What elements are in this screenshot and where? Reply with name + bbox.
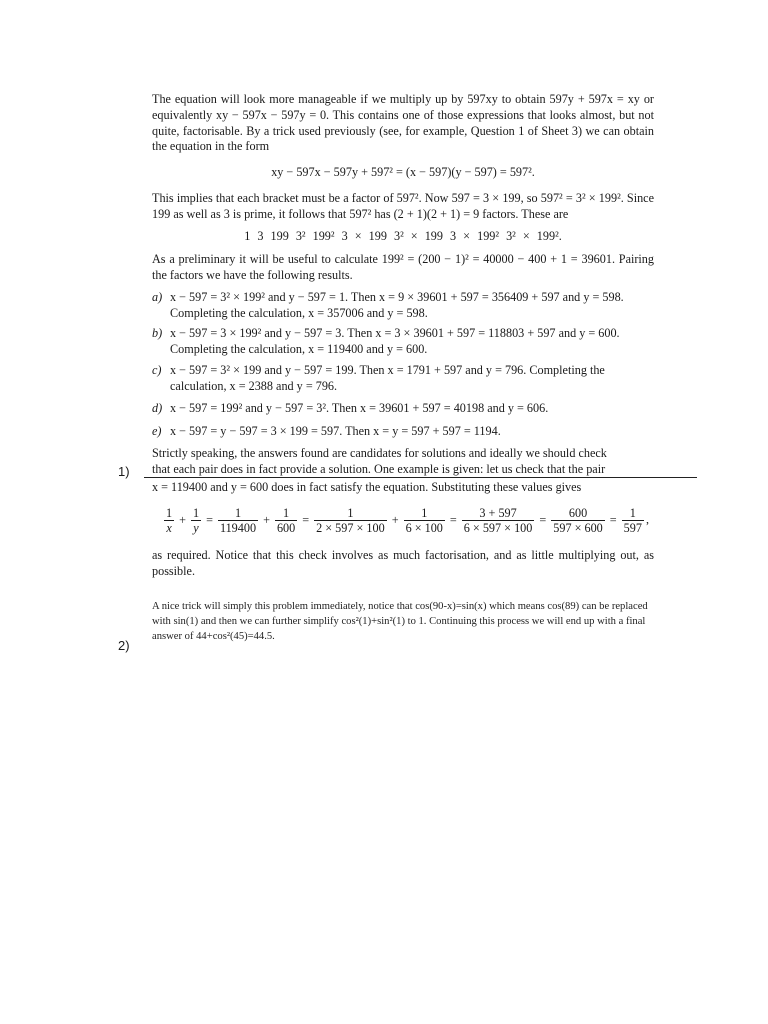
fraction: $\frac{1}{2 \times 597 \times 100}$ xyxy=(316,506,385,535)
fraction: $\frac{1}{119400}$ xyxy=(219,506,257,535)
strictly-line-2: that each pair does in fact provide a solution. One example is given: let us check that the pair xyxy=(152,462,606,476)
strictly-line-1: Strictly speaking, the answers found are candidates for solutions and ideally we should check xyxy=(152,446,607,460)
case-c xyxy=(152,363,654,395)
case-text: x − 597 = 199² and y − 597 = 3². Then x = 39601 + 597 = 40198 and y = 606. xyxy=(170,401,549,415)
fraction: $\frac{1}{y}$ xyxy=(192,506,200,535)
fraction: $\frac{1}{597}$ xyxy=(623,506,642,535)
fraction: $\frac{3 + 597}{6 \times 597 \times 100}$ xyxy=(463,506,533,535)
case-text: x − 597 = 3² × 199² and y − 597 = 1. Then x = 9 × 39601 + 597 = 356409 + 597 and y = 598. Completing the calculation, x = 357006 and y = 598. xyxy=(170,290,624,320)
case-e xyxy=(152,424,654,440)
case-text: x − 597 = 3 × 199² and y − 597 = 3. Then x = 3 × 39601 + 597 = 118803 + 597 and y = 600. Completing the calculation, x = 119400 and y = 600. xyxy=(170,326,620,356)
factored-equation: xy − 597x − 597y + 597² = (x − 597)(y − 597) = 597². xyxy=(271,165,535,179)
check-equation: $\frac{1}{x}$ + $\frac{1}{y}$ = $\frac{1}{119400}$ + $\frac{1}{600}$ = $\frac{1}{2 \times 597 \times 100}$ + $\frac{1}{6 \times 100}$ = $\frac{3 + 597}{6 \times 597 \times 100}$ = $\frac{600}{597 \times 600}$ = $\frac{1}{597}$ , xyxy=(166,506,649,535)
fraction: $\frac{1}{6 \times 100}$ xyxy=(405,506,443,535)
preliminary-paragraph: As a preliminary it will be useful to calculate 199² = (200 − 1)² = 40000 − 400 + 1 = 39601. Pairing the factors we have the following results. xyxy=(152,252,654,282)
case-text: x − 597 = y − 597 = 3 × 199 = 597. Then x = y = 597 + 597 = 1194. xyxy=(170,424,501,438)
strictly-line-3: x = 119400 and y = 600 does in fact satisfy the equation. Substituting these values gives xyxy=(152,480,582,494)
margin-label-2: 2) xyxy=(118,638,130,653)
note-paragraph: A nice trick will simply this problem immediately, notice that cos(90-x)=sin(x) which means cos(89) can be replaced with sin(1) and then we can further simplify cos²(1)+sin²(1) to 1. Continuing this process we will end up with a final answer of 44+cos²(45)=44.5. xyxy=(152,601,648,642)
margin-label-1: 1) xyxy=(118,464,130,479)
case-label: b) xyxy=(152,326,163,340)
case-d xyxy=(152,401,654,417)
case-text: x − 597 = 3² × 199 and y − 597 = 199. Then x = 1791 + 597 and y = 796. Completing the calculation, x = 2388 and y = 796. xyxy=(170,363,605,393)
fraction: $\frac{600}{597 \times 600}$ xyxy=(553,506,603,535)
case-label: e) xyxy=(152,424,162,438)
case-label: a) xyxy=(152,290,163,304)
as-required-paragraph: as required. Notice that this check involves as much factorisation, and as little multiplying out, as possible. xyxy=(152,548,654,578)
bracket-paragraph: This implies that each bracket must be a factor of 597². Now 597 = 3 × 199, so 597² = 3² × 199². Since 199 as well as 3 is prime, it follows that 597² has (2 + 1)(2 + 1) = 9 factors. These are xyxy=(152,191,654,221)
case-a xyxy=(152,290,654,322)
separator-line xyxy=(144,477,697,478)
intro-paragraph: The equation will look more manageable if we multiply up by 597xy to obtain 597y + 597x = xy or equivalently xy − 597x − 597y = 0. This contains one of those expressions that looks almost, but not quite, factorisable. By a trick used previously (see, for example, Question 1 of Sheet 3) we can obtain the equation in the form xyxy=(152,92,654,154)
fraction: $\frac{1}{x}$ xyxy=(166,506,173,535)
factors-list: 1 3 199 3² 199² 3 × 199 3² × 199 3 × 199² 3² × 199². xyxy=(244,229,562,243)
fraction: $\frac{1}{600}$ xyxy=(276,506,296,535)
case-label: d) xyxy=(152,401,163,415)
case-b xyxy=(152,326,654,358)
case-label: c) xyxy=(152,363,162,377)
